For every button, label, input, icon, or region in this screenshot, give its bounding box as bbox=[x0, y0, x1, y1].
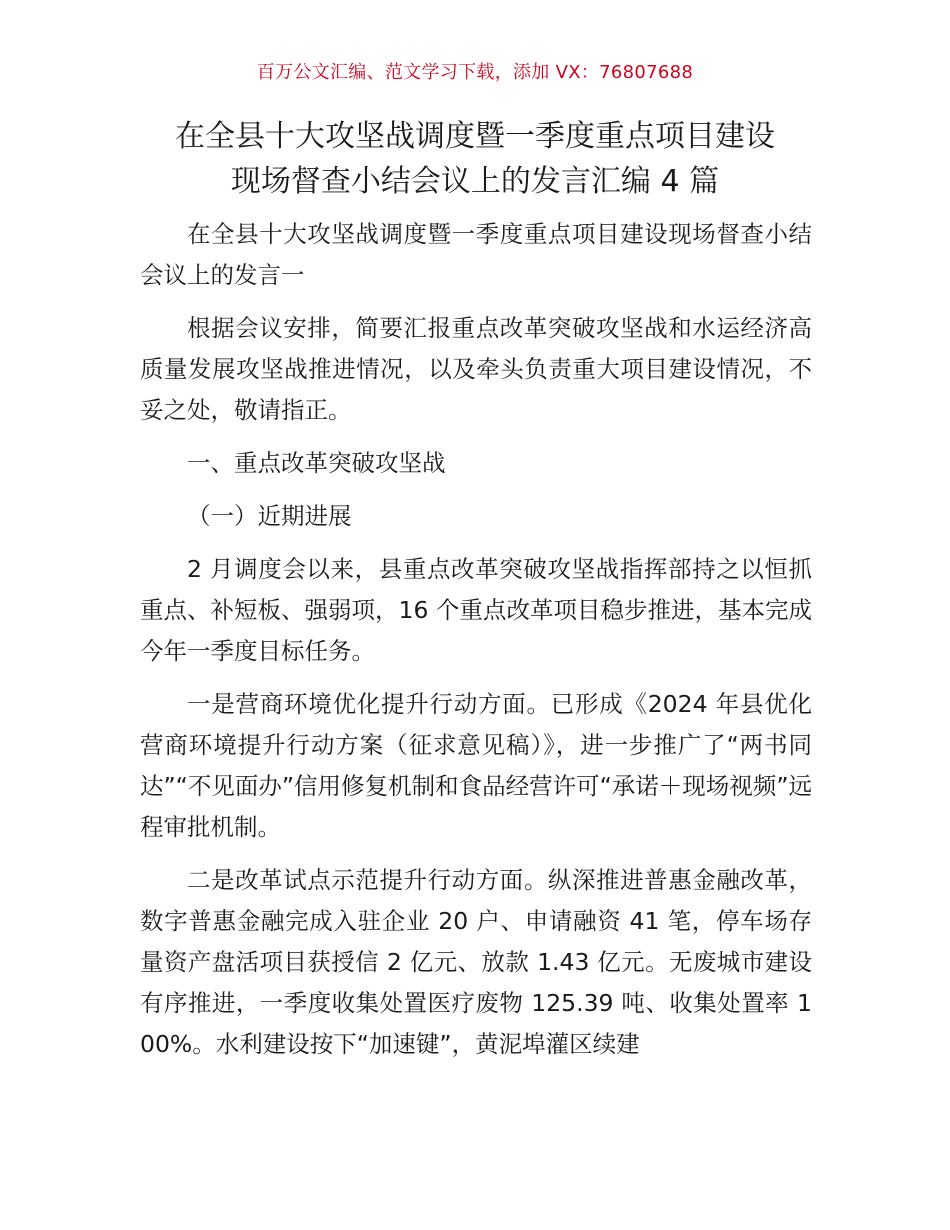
title-line-1: 在全县十大攻坚战调度暨一季度重点项目建设 bbox=[175, 119, 775, 154]
header-banner: 百万公文汇编、范文学习下载，添加 VX：76807688 bbox=[256, 62, 694, 83]
paragraph-reform-pilot: 二是改革试点示范提升行动方面。纵深推进普惠金融改革，数字普惠金融完成入驻企业 20 户、申请融资 41 笔，停车场存量资产盘活项目获授信 2 亿元、放款 1.43 亿元。无废城市建设有序推进，一季度收集处置医疗废物 125.39 吨、收集处置率 100%。水利建设按下“加速键”，黄泥埠灌区续建 bbox=[140, 866, 812, 1058]
paragraph-business-environment: 一是营商环境优化提升行动方面。已形成《2024 年县优化营商环境提升行动方案（征求意见稿）》，进一步推广了“两书同达”“不见面办”信用修复机制和食品经营许可“承诺＋现场视频”远程审批机制。 bbox=[140, 690, 812, 841]
document-title bbox=[130, 114, 820, 204]
paragraph-progress: 2 月调度会以来，县重点改革突破攻坚战指挥部持之以恒抓重点、补短板、强弱项，16 个重点改革项目稳步推进，基本完成今年一季度目标任务。 bbox=[140, 555, 812, 665]
paragraph-subtitle: 在全县十大攻坚战调度暨一季度重点项目建设现场督查小结会议上的发言一 bbox=[140, 220, 812, 289]
paragraph-intro: 根据会议安排，简要汇报重点改革突破攻坚战和水运经济高质量发展攻坚战推进情况，以及牵头负责重大项目建设情况，不妥之处，敬请指正。 bbox=[140, 314, 812, 424]
document-body bbox=[140, 214, 812, 1077]
title-line-2: 现场督查小结会议上的发言汇编 4 篇 bbox=[230, 164, 720, 199]
subsection-heading-1: （一）近期进展 bbox=[187, 502, 352, 530]
section-heading-1: 一、重点改革突破攻坚战 bbox=[187, 449, 446, 477]
